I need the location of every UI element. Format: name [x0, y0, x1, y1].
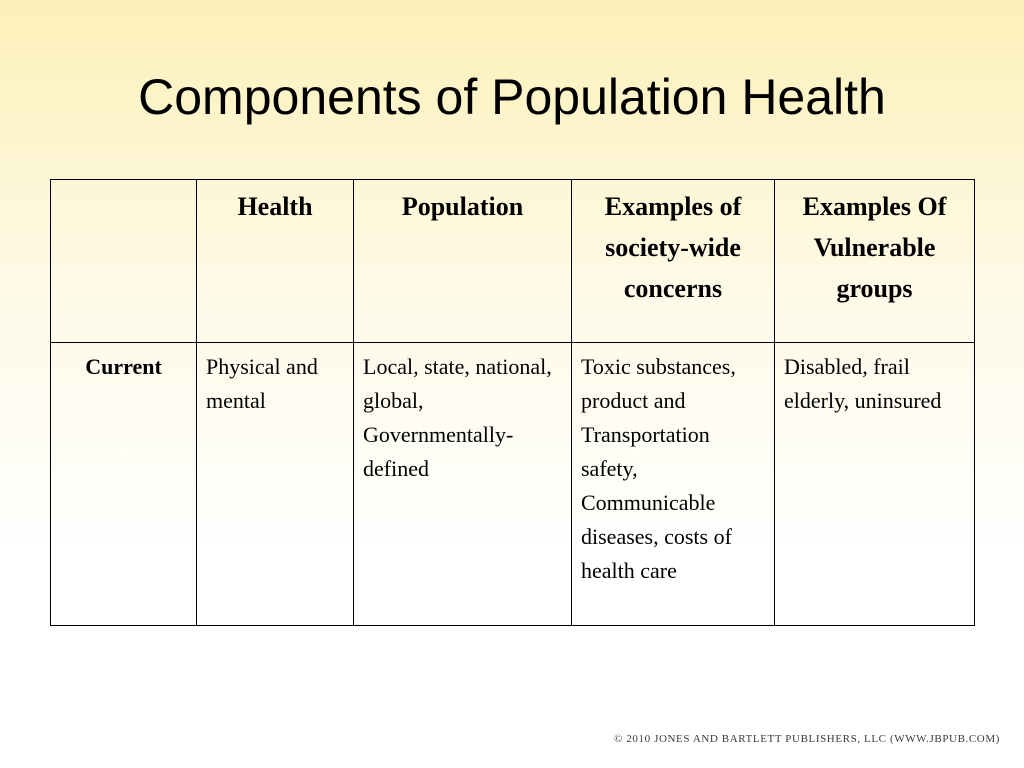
table-header-row [51, 180, 975, 343]
row-label-current: Current [51, 343, 197, 626]
table-row [51, 343, 975, 626]
cell-health: Physical and mental [197, 343, 354, 626]
slide-title: Components of Population Health [138, 69, 886, 125]
cell-vulnerable-groups: Disabled, frail elderly, uninsured [775, 343, 975, 626]
header-cell-vulnerable-groups: Examples Of Vulnerable groups [775, 180, 975, 343]
header-cell-health: Health [197, 180, 354, 343]
header-cell-society-concerns: Examples of society-wide concerns [572, 180, 775, 343]
header-cell-empty [51, 180, 197, 343]
cell-population: Local, state, national, global, Governmentally-defined [354, 343, 572, 626]
header-cell-population: Population [354, 180, 572, 343]
copyright-notice: © 2010 JONES AND BARTLETT PUBLISHERS, LLC (WWW.JBPUB.COM) [614, 733, 1000, 745]
components-table [50, 179, 975, 626]
cell-society-concerns: Toxic substances, product and Transportation safety, Communicable diseases, costs of health care [572, 343, 775, 626]
